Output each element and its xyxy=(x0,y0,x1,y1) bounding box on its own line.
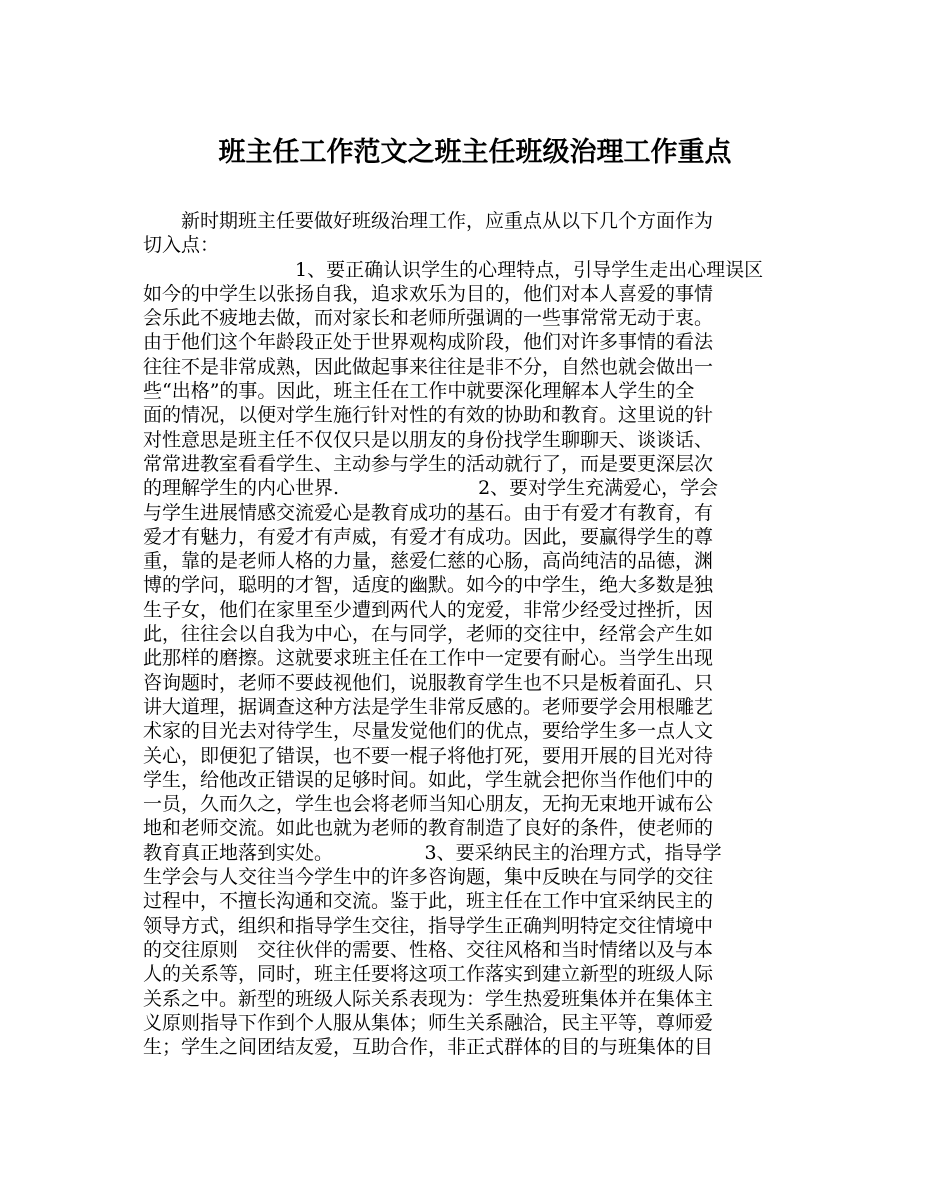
body-line: 地和老师交流。如此也就为老师的教育制造了良好的条件，使老师的 xyxy=(143,817,714,840)
body-line: 教育真正地落到实处。 3、要采纳民主的治理方式，指导学 xyxy=(143,841,722,864)
body-line: 生；学生之间团结友爱，互助合作，非正式群体的目的与班集体的目 xyxy=(143,1036,714,1059)
body-line: 面的情况，以便对学生施行针对性的有效的协助和教育。这里说的针 xyxy=(143,404,714,427)
body-line: 爱才有魅力，有爱才有声威，有爱才有成功。因此，要赢得学生的尊 xyxy=(143,525,714,548)
body-line: 切入点： xyxy=(143,234,220,257)
body-line: 一员，久而久之，学生也会将老师当知心朋友，无拘无束地开诚布公 xyxy=(143,793,714,816)
body-line: 领导方式，组织和指导学生交往，指导学生正确判明特定交往情境中 xyxy=(143,914,714,937)
body-line: 的交往原则 交往伙伴的需要、性格、交往风格和当时情绪以及与本 xyxy=(143,938,714,961)
document-body xyxy=(143,209,808,1059)
body-line: 义原则指导下作到个人服从集体；师生关系融洽，民主平等，尊师爱 xyxy=(143,1011,714,1034)
body-line: 讲大道理，据调查这种方法是学生非常反感的。老师要学会用根雕艺 xyxy=(143,695,714,718)
body-line: 重，靠的是老师人格的力量，慈爱仁慈的心肠，高尚纯洁的品德，渊 xyxy=(143,550,714,573)
body-line: 生子女，他们在家里至少遭到两代人的宠爱，非常少经受过挫折，因 xyxy=(143,598,714,621)
body-line: 关系之中。新型的班级人际关系表现为：学生热爱班集体并在集体主 xyxy=(143,987,714,1010)
body-line: 1、要正确认识学生的心理特点，引导学生走出心理误区 xyxy=(143,258,764,281)
body-line: 咨询题时，老师不要歧视他们，说服教育学生也不只是板着面孔、只 xyxy=(143,671,714,694)
body-line: 学生，给他改正错误的足够时间。如此，学生就会把你当作他们中的 xyxy=(143,768,714,791)
body-line: 此那样的磨擦。这就要求班主任在工作中一定要有耐心。当学生出现 xyxy=(143,647,714,670)
body-line: 人的关系等，同时，班主任要将这项工作落实到建立新型的班级人际 xyxy=(143,963,714,986)
page-title: 班主任工作范文之班主任班级治理工作重点 xyxy=(218,137,732,168)
body-line: 如今的中学生以张扬自我，追求欢乐为目的，他们对本人喜爱的事情 xyxy=(143,282,714,305)
body-line: 的理解学生的内心世界. 2、要对学生充满爱心，学会 xyxy=(143,477,719,500)
body-line: 关心，即便犯了错误，也不要一棍子将他打死，要用开展的目光对待 xyxy=(143,744,714,767)
body-line: 往往不是非常成熟，因此做起事来往往是非不分，自然也就会做出一 xyxy=(143,355,714,378)
body-line: 过程中，不擅长沟通和交流。鉴于此，班主任在工作中宜采纳民主的 xyxy=(143,890,714,913)
body-line: 对性意思是班主任不仅仅只是以朋友的身份找学生聊聊天、谈谈话、 xyxy=(143,428,714,451)
body-line: 此，往往会以自我为中心，在与同学，老师的交往中，经常会产生如 xyxy=(143,623,714,646)
body-line: 博的学问，聪明的才智，适度的幽默。如今的中学生，绝大多数是独 xyxy=(143,574,714,597)
body-line: 与学生进展情感交流爱心是教育成功的基石。由于有爱才有教育，有 xyxy=(143,501,714,524)
body-line: 术家的目光去对待学生，尽量发觉他们的优点，要给学生多一点人文 xyxy=(143,720,714,743)
body-line: 生学会与人交往当今学生中的许多咨询题，集中反映在与同学的交往 xyxy=(143,866,714,889)
body-line: 新时期班主任要做好班级治理工作，应重点从以下几个方面作为 xyxy=(143,210,714,232)
body-line: 常常进教室看看学生、主动参与学生的活动就行了，而是要更深层次 xyxy=(143,452,714,475)
body-line: 些“出格”的事。因此，班主任在工作中就要深化理解本人学生的全 xyxy=(143,380,695,403)
body-line: 由于他们这个年龄段正处于世界观构成阶段，他们对许多事情的看法 xyxy=(143,331,714,354)
body-line: 会乐此不疲地去做，而对家长和老师所强调的一些事常常无动于衷。 xyxy=(143,307,714,330)
